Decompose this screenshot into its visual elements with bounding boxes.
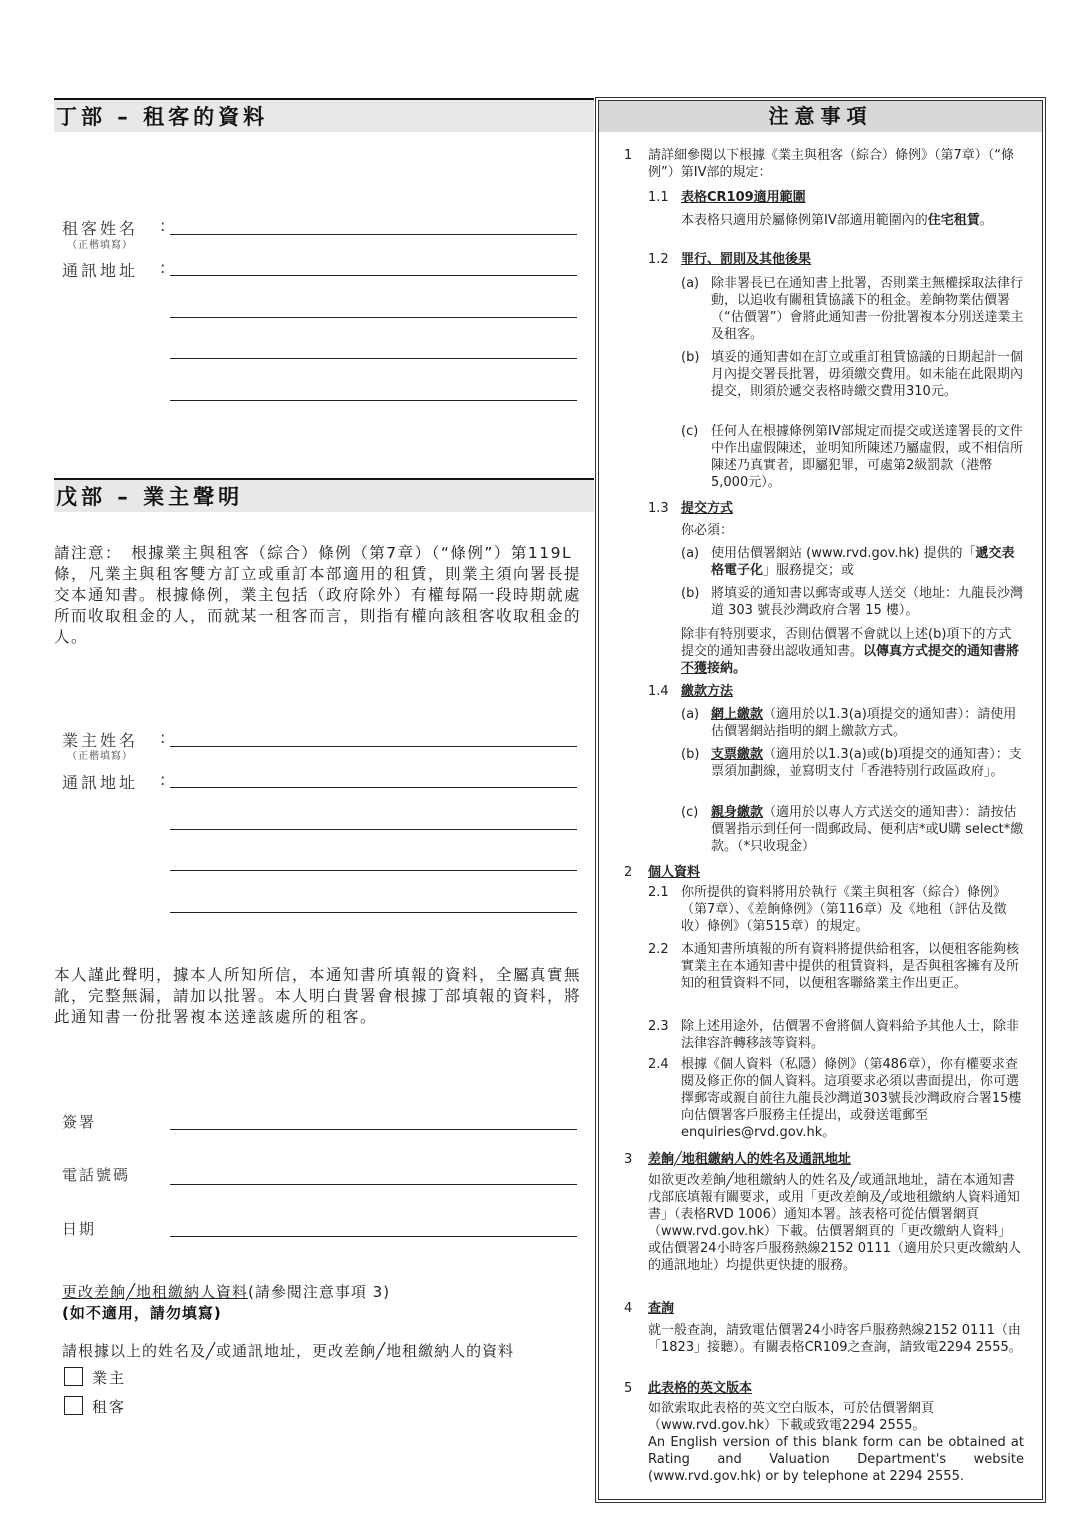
note-1-2-b-text: 填妥的通知書如在訂立或重訂租賃協議的日期起計一個月內提交署長批署，毋須繳交費用。如未能在此限期內提交，則須於遞交表格時繳交費用310元。 <box>711 350 1024 399</box>
date-label: 日期 <box>62 1220 97 1238</box>
note-3-title: 差餉╱地租繳納人的姓名及通訊地址 <box>648 1152 851 1167</box>
note-1-number: 1 <box>624 148 633 163</box>
note-1-2-a-text: 除非署長已在通知書上批署，否則業主無權採取法律行動，以追收有關租賃協議下的租金。差餉物業估價署（“估價署”）會將此通知書一份批署複本分別送達業主及租客。 <box>711 276 1024 342</box>
not-applicable-note: (如不適用，請勿填寫) <box>62 1304 222 1322</box>
note-1-3-a-text: 使用估價署網站 (www.rvd.gov.hk) 提供的「遞交表格電子化」服務提交；或 <box>711 546 1015 578</box>
note-1-4-a-text: 網上繳款（適用於以1.3(a)項提交的通知書）：請使用估價署網站指明的網上繳款方式。 <box>711 707 1017 739</box>
note-5-text-en: An English version of this blank form can be obtained at Rating and Valuation Department's website (www.rvd.gov.hk) or by telephone at 2294 2555. <box>648 1435 1024 1484</box>
colon: : <box>160 216 166 235</box>
note-2-4-number: 2.4 <box>648 1057 669 1072</box>
landlord-address-line-4[interactable] <box>170 912 577 913</box>
note-2-1-text: 你所提供的資料將用於執行《業主與租客（綜合）條例》（第7章）、《差餉條例》（第116章）及《地租（評估及徵收）條例》（第515章）的規定。 <box>681 885 1007 934</box>
note-1-4-c-label: (c) <box>681 805 699 820</box>
tenant-address-line-2[interactable] <box>170 317 577 318</box>
note-1-2-c-text: 任何人在根據條例第IV部規定而提交或送達署長的文件中作出虛假陳述，並明知所陳述乃屬虛假，或不相信所陳述乃真實者，即屬犯罪，可處第2級罰款（港幣5,000元）。 <box>711 424 1024 490</box>
note-1-3-number: 1.3 <box>648 501 669 516</box>
part-e-notice: 請注意： 根據業主與租客（綜合）條例（第7章）（“條例”）第119L條，凡業主與租客雙方訂立或重訂本部適用的租賃，則業主須向署長提交本通知書。根據條例，業主包括（政府除外）有權每隔一段時期就處所而收取租金的人，而就某一租客而言，則指有權向該租客收取租金的人。 <box>54 544 582 646</box>
landlord-name-sublabel: （正楷填寫） <box>67 751 133 762</box>
note-1-1-number: 1.1 <box>648 190 669 205</box>
note-4-number: 4 <box>624 1301 633 1316</box>
tenant-address-line-4[interactable] <box>170 400 577 401</box>
note-4-text: 就一般查詢，請致電估價署24小時客戶服務熱線2152 0111（由「1823」接聽）。有關表格CR109之查詢，請致電2294 2555。 <box>648 1323 1022 1355</box>
tenant-address-line-1[interactable] <box>170 275 577 276</box>
note-1-2-a-label: (a) <box>681 276 700 291</box>
landlord-name-label: 業主姓名 <box>62 731 139 750</box>
note-1-text: 請詳細參閱以下根據《業主與租客（綜合）條例》（第7章）（“條例”）第IV部的規定： <box>648 148 1015 180</box>
note-5-title: 此表格的英文版本 <box>648 1381 753 1396</box>
note-1-4-title: 繳款方法 <box>681 684 734 699</box>
notes-heading: 注意事項 <box>599 101 1042 132</box>
note-2-2-number: 2.2 <box>648 942 669 957</box>
note-2-3-number: 2.3 <box>648 1019 669 1034</box>
note-1-3-intro: 你必須： <box>681 523 734 538</box>
tenant-name-sublabel: （正楷填寫） <box>67 240 133 251</box>
note-2-3-text: 除上述用途外，估價署不會將個人資料給予其他人士，除非法律容許轉移該等資料。 <box>681 1019 1020 1051</box>
change-instruction: 請根據以上的姓名及╱或通訊地址，更改差餉╱地租繳納人的資料 <box>62 1342 515 1360</box>
part-e-heading: 戊部 – 業主聲明 <box>54 478 594 512</box>
note-3-number: 3 <box>624 1152 633 1167</box>
note-2-number: 2 <box>624 865 633 880</box>
note-1-4-b-label: (b) <box>681 747 700 762</box>
note-1-3-a-label: (a) <box>681 546 700 561</box>
note-1-4-a-label: (a) <box>681 707 700 722</box>
landlord-address-label: 通訊地址 <box>62 773 139 792</box>
tenant-name-label: 租客姓名 <box>62 219 139 238</box>
note-5-number: 5 <box>624 1381 633 1396</box>
landlord-address-line-3[interactable] <box>170 870 577 871</box>
note-1-1-title: 表格CR109適用範圍 <box>681 190 806 205</box>
landlord-name-field[interactable] <box>170 746 577 747</box>
note-2-1-number: 2.1 <box>648 885 669 900</box>
note-1-4-c-text: 親身繳款（適用於以專人方式送交的通知書）：請按估價署指示到任何一間郵政局、便利店*或U購 select*繳款。（*只收現金） <box>711 805 1024 854</box>
change-payer-title-note: (請參閱注意事項 3) <box>248 1283 391 1301</box>
note-3-text: 如欲更改差餉╱地租繳納人的姓名及╱或通訊地址，請在本通知書戊部底填報有關要求，或用「更改差餉及╱或地租繳納人資料通知書」（表格RVD 1006）通知本署。該表格可從估價署網頁（www.rvd.gov.hk）下載。估價署網頁的「更改繳納人資料」或估價署24小時客戶服務熱線2152 0111（適用於只更改繳納人的通訊地址）均提供更快捷的服務。 <box>648 1173 1021 1273</box>
note-2-4-text: 根據《個人資料（私隱）條例》（第486章），你有權要求查閱及修正你的個人資料。這項要求必須以書面提出，你可選擇郵寄或親自前往九龍長沙灣道303號長沙灣政府合署15樓向估價署客戶服務主任提出，或發送電郵至enquiries@rvd.gov.hk。 <box>681 1057 1022 1140</box>
colon: : <box>160 258 166 277</box>
change-payer-title <box>62 1281 390 1302</box>
tenant-address-line-3[interactable] <box>170 358 577 359</box>
note-4-title: 查詢 <box>648 1301 675 1316</box>
change-payer-title-text: 更改差餉╱地租繳納人資料 <box>62 1283 249 1301</box>
note-5-text-zh: 如欲索取此表格的英文空白版本，可於估價署網頁（www.rvd.gov.hk）下載或致電2294 2555。 <box>648 1401 935 1433</box>
landlord-address-line-1[interactable] <box>170 787 577 788</box>
phone-field[interactable] <box>170 1184 577 1185</box>
note-1-4-number: 1.4 <box>648 684 669 699</box>
note-1-3-b-label: (b) <box>681 586 700 601</box>
declaration-text: 本人謹此聲明，據本人所知所信，本通知書所填報的資料，全屬真實無訛，完整無漏，請加以批署。本人明白貴署會根據丁部填報的資料，將此通知書一份批署複本送達該處所的租客。 <box>54 966 582 1026</box>
note-1-1-text: 本表格只適用於屬條例第IV部適用範圍內的住宅租賃。 <box>681 213 993 228</box>
tenant-checkbox[interactable] <box>64 1396 83 1415</box>
tenant-name-field[interactable] <box>170 234 577 235</box>
note-1-3-title: 提交方式 <box>681 501 734 516</box>
tenant-checkbox-label: 租客 <box>92 1398 127 1416</box>
note-1-3-remark: 除非有特別要求，否則估價署不會就以上述(b)項下的方式提交的通知書發出認收通知書。以傳真方式提交的通知書將不獲接納。 <box>681 627 1020 676</box>
landlord-checkbox-label: 業主 <box>92 1369 127 1387</box>
note-1-2-c-label: (c) <box>681 424 699 439</box>
landlord-checkbox[interactable] <box>64 1367 83 1386</box>
note-1-4-b-text: 支票繳款（適用於以1.3(a)或(b)項提交的通知書）：支票須加劃線，並寫明支付「香港特別行政區政府」。 <box>711 747 1022 779</box>
colon: : <box>160 770 166 789</box>
signature-field[interactable] <box>170 1129 577 1130</box>
part-d-heading: 丁部 – 租客的資料 <box>54 98 594 132</box>
landlord-address-line-2[interactable] <box>170 829 577 830</box>
note-2-2-text: 本通知書所填報的所有資料將提供給租客，以便租客能夠核實業主在本通知書中提供的租賃資料，是否與租客擁有及所知的租賃資料不同，以便租客聯絡業主作出更正。 <box>681 942 1020 991</box>
note-1-2-number: 1.2 <box>648 252 669 267</box>
signature-label: 簽署 <box>62 1113 97 1131</box>
phone-label: 電話號碼 <box>62 1166 131 1184</box>
colon: : <box>160 728 166 747</box>
note-2-title: 個人資料 <box>648 865 701 880</box>
note-1-2-title: 罪行、罰則及其他後果 <box>681 252 812 267</box>
note-1-3-b-text: 將填妥的通知書以郵寄或專人送交（地址：九龍長沙灣道 303 號長沙灣政府合署 15 樓）。 <box>711 586 1024 618</box>
note-1-2-b-label: (b) <box>681 350 700 365</box>
tenant-address-label: 通訊地址 <box>62 261 139 280</box>
date-field[interactable] <box>170 1236 577 1237</box>
